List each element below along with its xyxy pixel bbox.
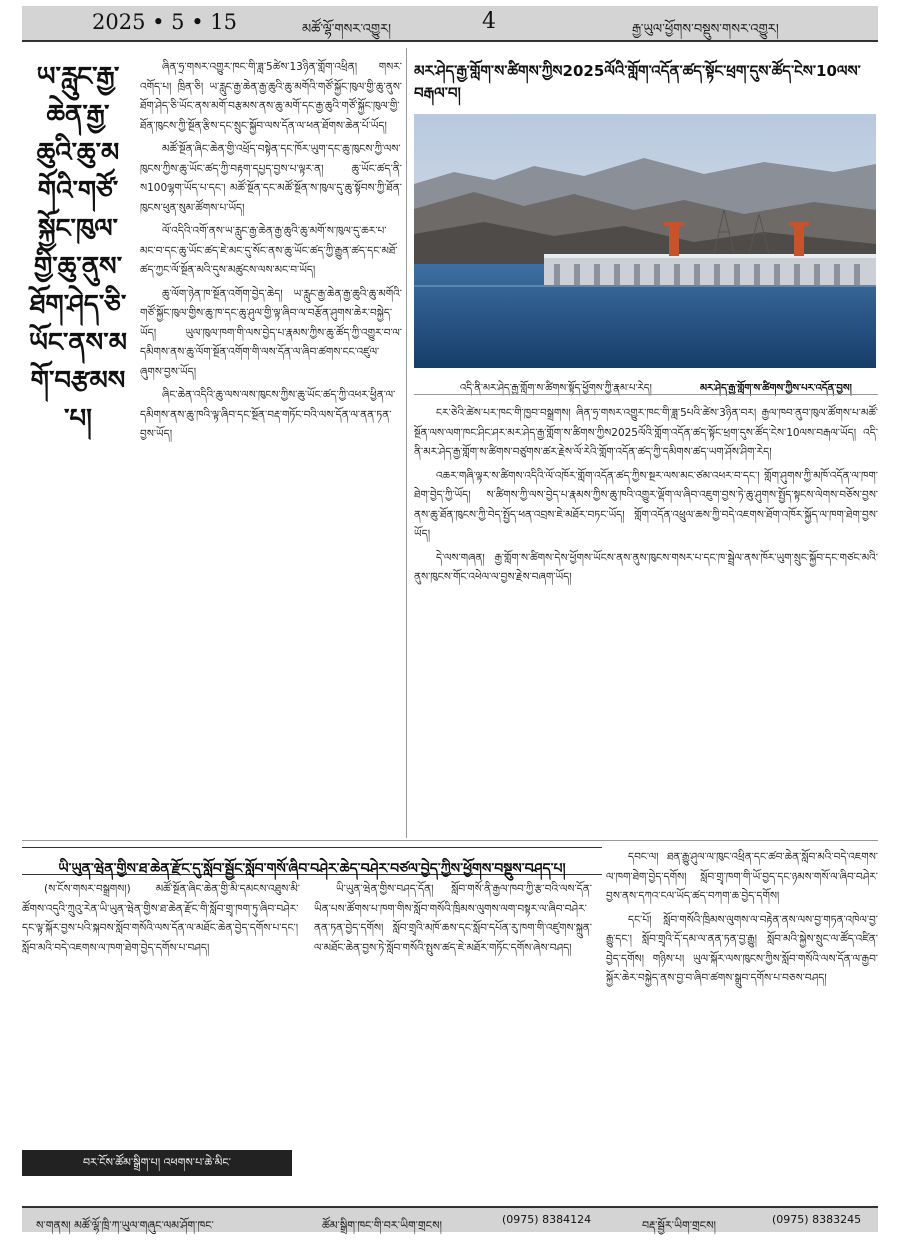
photo-credit: མར་ཤེད་རྒྱ་གློག་ས་ཚིགས་ཀྱིས་པར་འདོན་བྱས། [700, 383, 852, 394]
footer-editorial-label: ཚོམ་སྒྲིག་ཁང་གི་བར་ཡིག་གྲངས། [322, 1219, 442, 1232]
paragraph: ངར་ཅེའི་ཚེས་པར་ཁང་གི་ཁྱབ་བསྒྲགས། ཞིན་ཧྲ་གསར་འགྱུར་ཁང་གི་ཟླ་5པའི་ཚེས་3ཉིན་བར། རྒྱལ་ཁབ་ནུབ་ཁུལ་ཚོགས་པ་མཚོ་སྔོན་ལས་ལག་ཁང་ཤིང་ཤར་མར་ཤེད་རྒྱ་གློག་ས་ཚིགས་ཀྱིས2025ལོའི་གློག་འདོན་ཚད་སྟོང་ཕྲག་དུས་ཚོད་ངེས་10ལས་བརྒལ་ཡོད། འདི་ནི་མར་ཤེད་རྒྱ་གློག་ས་ཚིགས་བཙུགས་ཚར་རྗེས་ལོ་རེའི་གློག་འདོན་ཚད་ཀྱི་དམིགས་ཚད་ཡག་ཤོས་ཤིག་རེད། [414, 407, 878, 458]
paragraph: ཆུ་ལོག་ཉེན་ཁ་སྔོན་འགོག་བྱེད་ཆེད། ཡ་རླུང་རྒྱ་ཆེན་རྒྱ་ཆུའི་ཆུ་མགོའི་གཙོ་སྐྱོང་ཁུལ་གྱིས་ཆུ་ཁ་དང་ཆུ་ཤུལ་གྱི་ལྟ་ཞིབ་ལ་བརྩོན་ཤུགས་ཆེར་བསྐྱེད་ཡོད། ཡུལ་ཁུལ་ཁག་གི་ལས་བྱེད་པ་རྣམས་ཀྱིས་ཆུ་ཚོད་ཀྱི་འགྱུར་བ་ལ་དམིགས་ནས་ཆུ་ལོག་སྔོན་འགོག་གི་ལས་དོན་ལ་ཞིབ་ཚགས་ངང་འཛུལ་ཞུགས་བྱས་ཡོད། [140, 287, 402, 378]
article2-body [22, 880, 592, 1142]
article-headline: མར་ཤེད་རྒྱ་གློག་ས་ཚིགས་ཀྱིས2025ལོའི་གློག་འདོན་ཚད་སྟོང་ཕྲག་དུས་ཚོད་ངེས་10ལས་བརྒལ་བ། [414, 62, 861, 102]
byline: བར་ངོས་ཚོམ་སྒྲིག་པ། འཕགས་པ་ཆེ་མིང་ [22, 1150, 292, 1176]
paragraph: དེ་ལས་གཞན། རྒྱ་གློག་ས་ཚིགས་དེས་ཕྱོགས་ཡོངས་ནས་ནུས་ཁུངས་གསར་པ་དང་ཁ་སྦྲེལ་ནས་ཁོར་ཡུག་སྲུང་སྐྱོབ་དང་གཙང་མའི་ནུས་ཁུངས་གོང་འཕེལ་ལ་བྱས་རྗེས་བཞག་ཡོད། [414, 551, 878, 583]
page-number: 4 [482, 9, 496, 34]
paragraph: ཞིང་ཆེན་འདིའི་ཆུ་ལས་ལས་ཁུངས་ཀྱིས་ཆུ་ཡོང་ཚད་ཀྱི་འཕར་ཕྱིན་ལ་དམིགས་ནས་ཆུ་ཁའི་ལྟ་ཞིབ་དང་སྔོན་བརྡ་གཏོང་བའི་ལས་དོན་ལ་ནན་ཏན་བྱས་ཡོད། [140, 389, 396, 440]
page-footer [22, 1206, 878, 1232]
page-header [22, 6, 878, 42]
photo-caption: འདི་ནི་མར་ཤེད་རྒྱ་གློག་ས་ཚིགས་སྟོད་ཕྱོགས་ཀྱི་རྣམ་པ་རེད། [460, 383, 652, 394]
paragraph: (ས་ངོས་གསར་བསྒྲགས།) མཚོ་སྔོན་ཞིང་ཆེན་གྱི་མི་དམངས་འཐུས་མི་ཚོགས་འདུའི་ཀྲུའུ་རེན་ཡི་ཡུན་ཝེན་གྱིས་ཐ་ཆེན་རྫོང་གི་སློབ་གྲྭ་ཁག་ཏུ་ཞིབ་བཤེར་དང་ལྟ་སྐོར་བྱས་པའི་སྐབས་སློབ་གསོའི་ལས་དོན་ལ་མཐོང་ཆེན་བྱེད་དགོས་པ་དང་། སློབ་མའི་བདེ་འཇགས་ལ་ཁག་ཐེག་བྱེད་དགོས་པ་བཤད། [22, 883, 300, 954]
left-column [140, 58, 402, 838]
article2-body-right [606, 848, 878, 1198]
vertical-title: ཡ་རླུང་རྒྱ་ཆེན་རྒྱ་ཆུའི་ཆུ་མགོའི་གཙོ་སྐྱོང་ཁུལ་གྱི་ཆུ་ནུས་ཐོག་ཤེད་ཅི་ཡོང་ནས་མགོ་བརྩམས་པ། [29, 62, 127, 434]
paragraph: ཞིན་ཧྲ་གསར་འགྱུར་ཁང་གི་ཟླ་5ཚེས་13ཉིན་གློག་འཕྲིན། གསར་འགོད་པ། ཁྲིན་ཅི། ཡ་རླུང་རྒྱ་ཆེན་རྒྱ་ཆུའི་ཆུ་མགོའི་གཙོ་སྐྱོང་ཁུལ་གྱི་ཆུ་ནུས་ཐོག་ཤེད་ཅི་ཡོང་ནས་མགོ་བརྩམས་ནས་ཆུ་མགོ་དང་རྒྱ་ཆུའི་གཙོ་སྐྱོང་ཁུལ་གྱི་ཐོན་ཁུངས་ཀྱི་སྔོན་རྩིས་དང་སྲུང་སྐྱོབ་ལས་དོན་ལ་ཕན་ཐོགས་ཆེན་པོ་ཡོད། [140, 61, 402, 132]
issue-date: 2025 • 5 • 15 [92, 10, 238, 34]
footer-phone-ads: (0975) 8383245 [772, 1213, 862, 1226]
dam-photo [414, 114, 876, 368]
paragraph: དབང་ལ། ཐན་རྒྱུ་ཤུལ་ལ་ཁུང་འཕྲིན་དང་ཚབ་ཆེན་སློབ་མའི་བདེ་འཇགས་ལ་ཁག་ཐེག་བྱེད་དགོས། སློབ་གྲྭ་ཁག་གི་ཡོ་བྱད་དང་ཉམས་གསོ་ལ་ཞིབ་བཤེར་བྱས་ནས་དཀའ་ངལ་ཡོད་ཚད་བཀག་ཆ་བྱེད་དགོས། [606, 851, 878, 902]
paper-name-right: རྒྱ་ཡུལ་ཕྱོགས་བསྡུས་གསར་འགྱུར། [632, 22, 779, 37]
paragraph: འཆར་གཞི་ལྟར་ས་ཚིགས་འདིའི་ལོ་འཁོར་གློག་འདོན་ཚད་ཀྱིས་སྔར་ལས་མང་ཙམ་འཕར་བ་དང་། གློག་ཤུགས་ཀྱི་མཁོ་འདོན་ལ་ཁག་ཐེག་བྱེད་ཀྱི་ཡོད། ས་ཚིགས་ཀྱི་ལས་བྱེད་པ་རྣམས་ཀྱིས་ཆུ་ཁའི་འགྱུར་ལྡོག་ལ་ཞིབ་འཇུག་བྱས་ཏེ་ཆུ་ཤུགས་སྤྱོད་སྟངས་ལེགས་བཅོས་བྱས་ནས་ཆུ་ཐོན་ཁུངས་ཀྱི་བེད་སྤྱོད་ཕན་འབྲས་ཇེ་མཐོར་བཏང་ཡོད། གློག་འདོན་འཕྲུལ་ཆས་ཀྱི་བདེ་འཇགས་ཐོག་འཁོར་སྐྱོད་ལ་ཁག་ཐེག་བྱས་ཡོད། [414, 469, 878, 540]
footer-phone-editorial: (0975) 8384124 [502, 1213, 592, 1226]
divider [414, 394, 878, 395]
column-divider [22, 840, 878, 841]
paragraph: མཚོ་སྔོན་ཞིང་ཆེན་གྱི་འཕྲོད་བསྟེན་དང་ཁོར་ཡུག་དང་ཆུ་ཁུངས་ཀྱི་ལས་ཁུངས་ཀྱིས་ཆུ་ཡོང་ཚད་ཀྱི་བརྟག་དཔྱད་བྱས་པ་ལྟར་ན། ཆུ་ཡོང་ཚད་ནི་ས100ལྷག་ཡོད་པ་དང་། མཚོ་སྔོན་དང་མཚོ་སྔོན་ས་ཁུལ་དུ་ཆུ་སྟོབས་ཀྱི་ཐོན་ཁུངས་ཕུན་སུམ་ཚོགས་པ་ཡོད། [140, 143, 402, 214]
footer-ads-label: བརྡ་སྦྱོར་ཡིག་གྲངས། [642, 1219, 716, 1232]
article2-headline: ཡི་ཡུན་ཝེན་གྱིས་ཐ་ཆེན་རྫོང་དུ་སློབ་སྦྱོང་སློབ་གསོ་ཞིབ་བཤེར་ཆེད་བཤེར་བཙལ་བྱེད་ཀྱིས་ཕྱོགས་བསྡུས་བཤད་པ། [22, 847, 602, 875]
column-divider [406, 48, 407, 838]
paragraph: ཡི་ཡུན་ཝེན་གྱིས་བཤད་དོན། སློབ་གསོ་ནི་རྒྱལ་ཁབ་ཀྱི་རྩ་བའི་ལས་དོན་ཡིན་པས་ཚོགས་པ་ཁག་གིས་སློབ་གསོའི་ཁྲིམས་ལུགས་ལག་བསྟར་ལ་ཞིབ་བཤེར་ནན་ཏན་བྱེད་དགོས། སློབ་གྲྭའི་མཁོ་ཆས་དང་སློབ་དཔོན་རུ་ཁག་གི་འཛུགས་སྐྲུན་ལ་མཐོང་ཆེན་བྱས་ཏེ་སློབ་གསོའི་སྤུས་ཚད་ཇེ་མཐོར་གཏོང་དགོས་ཞེས་བཤད། [314, 883, 592, 954]
paragraph: ལོ་འདིའི་འགོ་ནས་ཡ་རླུང་རྒྱ་ཆེན་རྒྱ་ཆུའི་ཆུ་མགོ་ས་ཁུལ་དུ་ཆར་པ་མང་བ་དང་ཆུ་ཡོང་ཚད་ཇེ་མང་དུ་སོང་ནས་ཆུ་ཡོང་ཚད་ཀྱི་རྒྱུན་ཚད་དང་མཐོ་ཚད་ཀྱང་ལོ་སྔོན་མའི་དུས་མཚུངས་ལས་མང་བ་ཡོད། [140, 225, 398, 276]
paragraph: དང་པོ། སློབ་གསོའི་ཁྲིམས་ལུགས་ལ་བརྟེན་ནས་ལས་བྱ་གཏན་འཁེལ་བྱ་རྒྱུ་དང་། སློབ་གྲྭའི་དོ་དམ་ལ་ནན་ཏན་བྱ་རྒྱུ། སློབ་མའི་སྐྱེས་སྲུང་ལ་ཚོད་འཛིན་བྱེད་དགོས། གཉིས་པ། ཡུལ་སྐོར་ལས་ཁུངས་ཀྱིས་སློབ་གསོའི་ལས་དོན་ལ་རྒྱབ་སྐྱོར་ཆེར་བསྐྱེད་ནས་བྱ་བ་ཞིབ་ཚགས་སྒྲུབ་དགོས་པ་བཅས་བཤད། [606, 913, 878, 984]
footer-address: ས་གནས། མཚོ་ལྷོ་ཁྲི་ཀ་ཡུལ་གཞུང་ལམ་ཤོག་ཁང་ [36, 1219, 214, 1232]
paper-name-left: མཚོ་ལྷོ་གསར་འགྱུར། [302, 22, 392, 37]
article1-body [414, 404, 878, 824]
